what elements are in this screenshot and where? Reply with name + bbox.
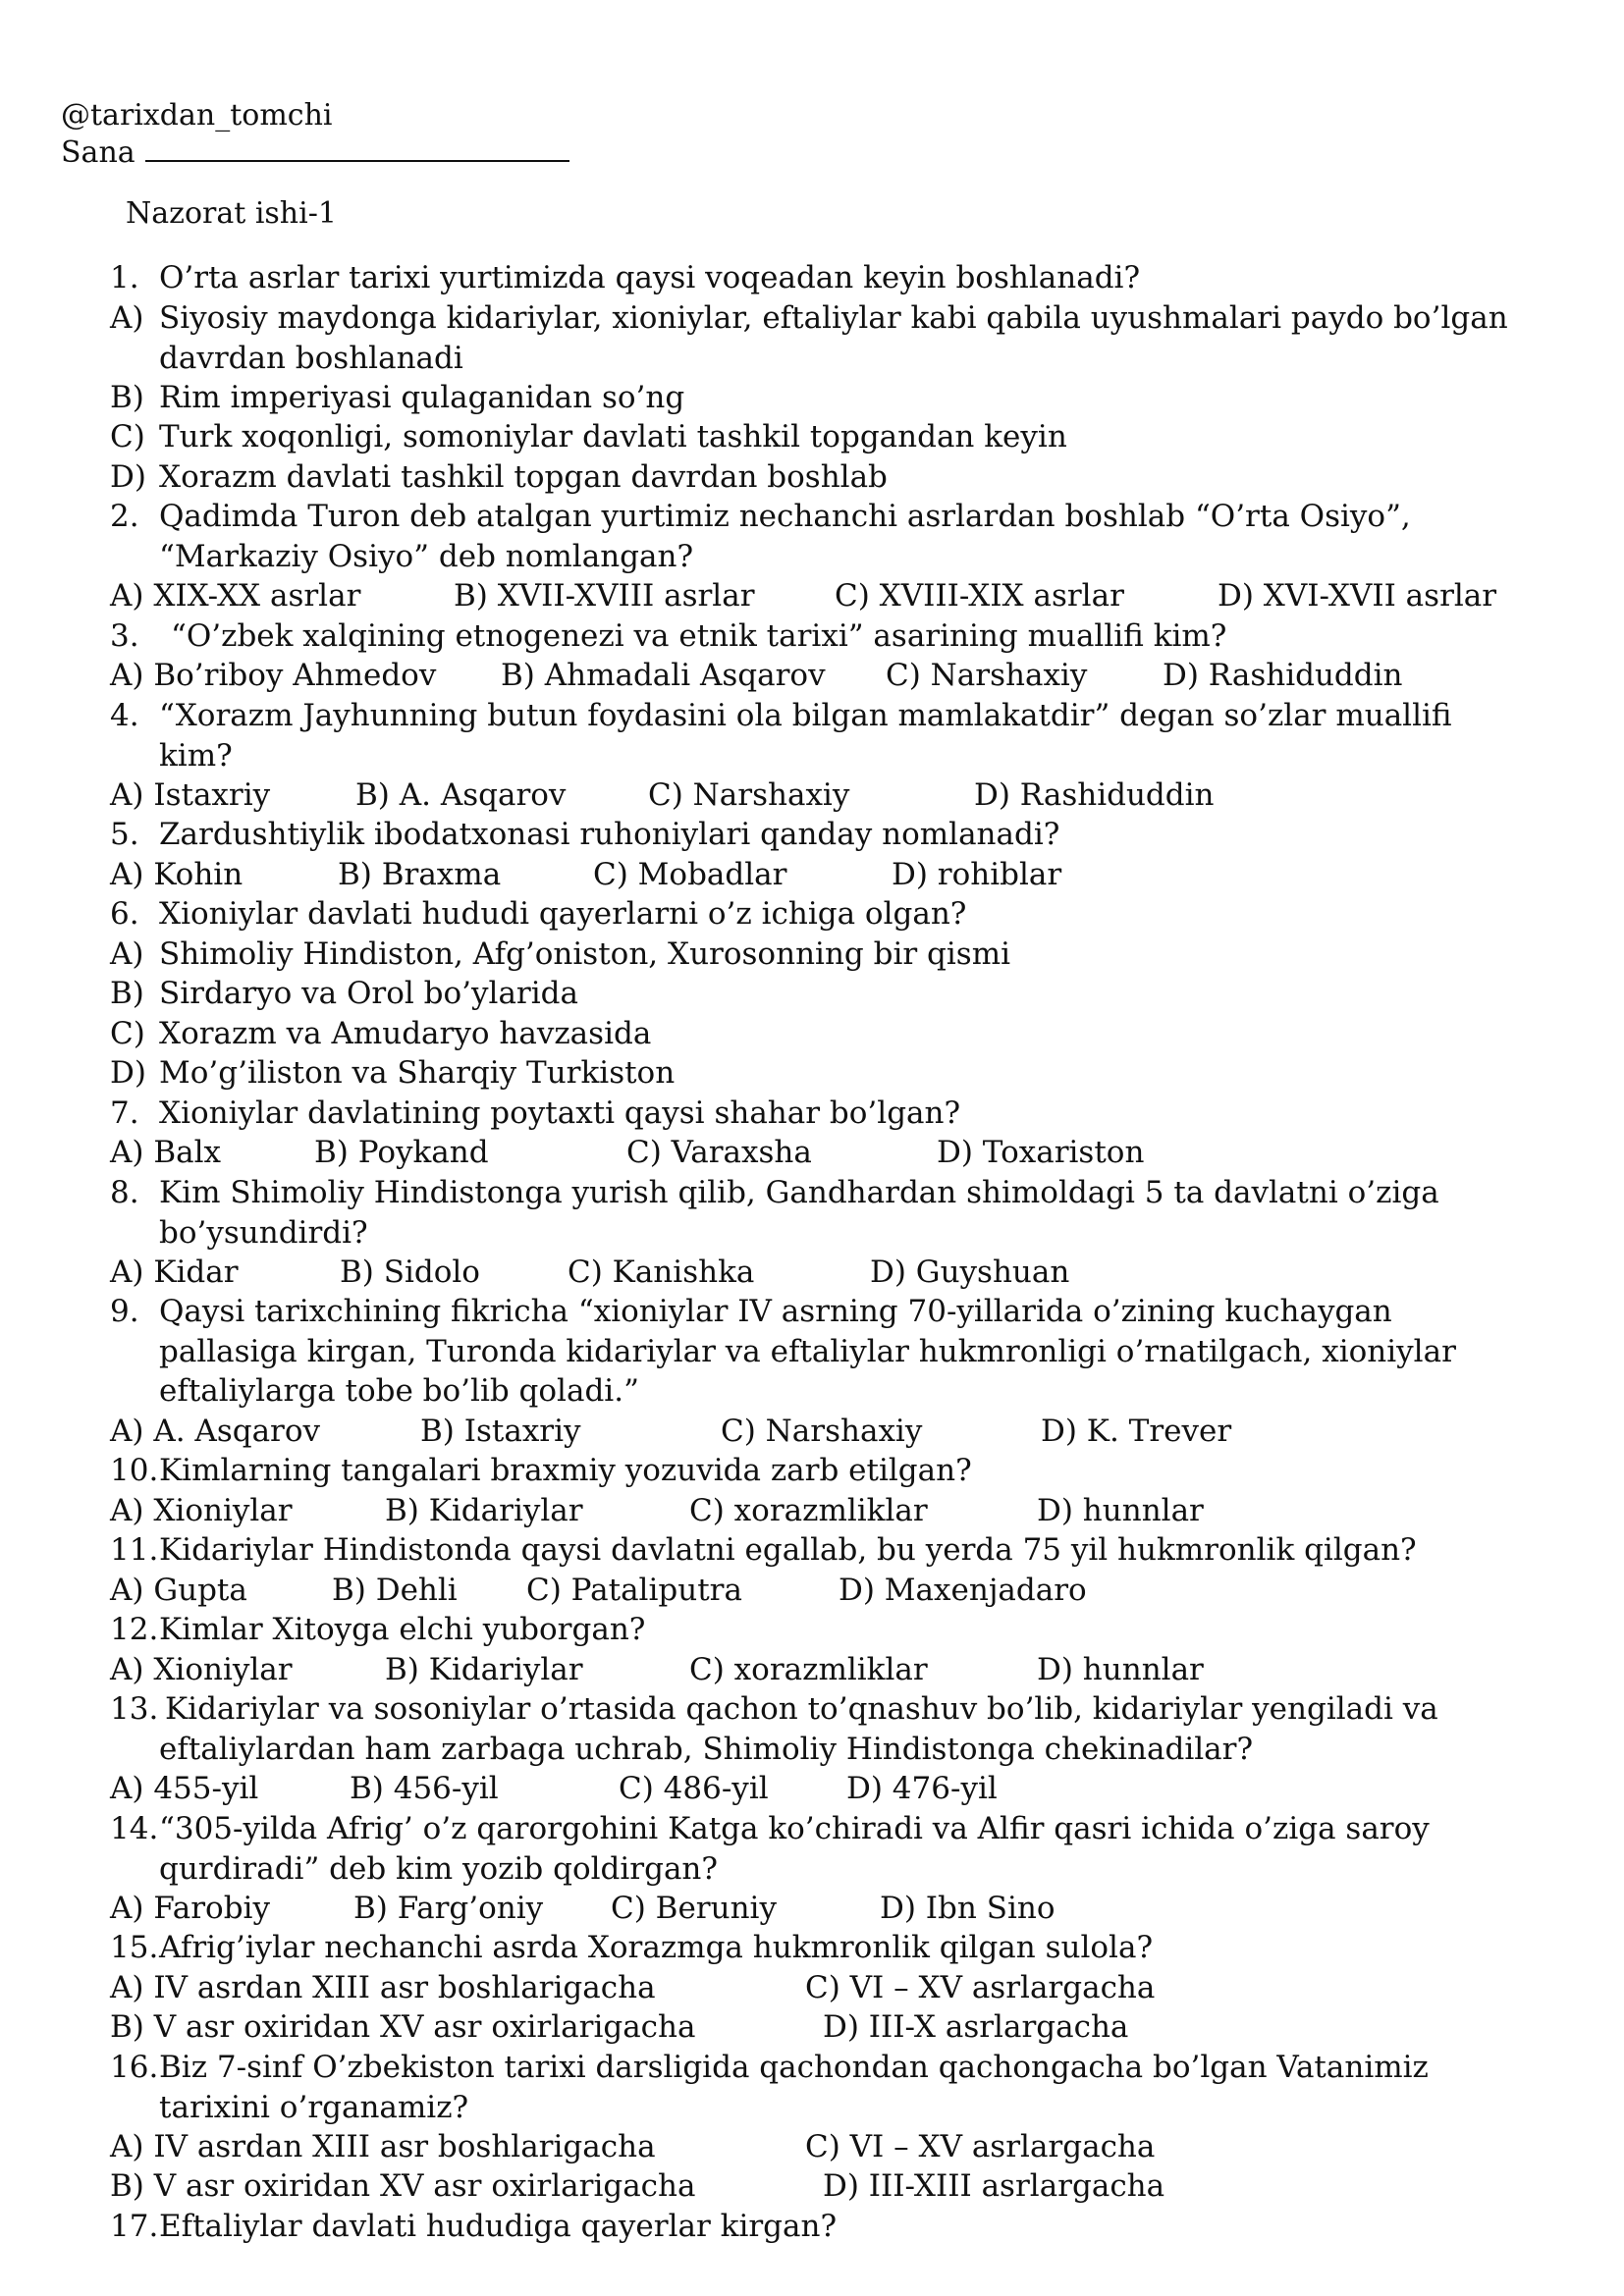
question-16 [110, 2048, 1524, 2127]
question-10 [110, 1451, 1524, 1491]
option-a[interactable]: A) Bo’riboy Ahmedov [110, 658, 437, 693]
option-letter: C) [110, 1016, 145, 1051]
option-6-c[interactable] [110, 1014, 1524, 1054]
option-letter: A) [110, 936, 144, 972]
question-1 [110, 258, 1524, 298]
option-a[interactable]: A) Istaxriy [110, 777, 271, 813]
option-1-c[interactable] [110, 417, 1524, 457]
option-a[interactable]: A) 455-yil [110, 1771, 259, 1806]
option-d[interactable]: D) K. Trever [1041, 1414, 1232, 1449]
question-number: 6. [110, 896, 139, 932]
question-text: “Xorazm Jayhunning butun foydasini ola bilgan mamlakatdir” degan so’zlar muallifi kim? [159, 698, 1452, 774]
question-number: 5. [110, 817, 139, 852]
question-12 [110, 1610, 1524, 1650]
option-c[interactable]: C) Narshaxiy [886, 658, 1088, 693]
question-6 [110, 894, 1524, 934]
option-d[interactable]: D) Toxariston [937, 1135, 1145, 1170]
option-letter: D) [110, 459, 146, 495]
option-text: Turk xoqonligi, somoniylar davlati tashkil topgandan keyin [159, 419, 1067, 454]
option-d[interactable]: D) Rashiduddin [1163, 658, 1403, 693]
question-number: 9. [110, 1294, 139, 1329]
option-a[interactable]: A) Kohin [110, 857, 244, 892]
option-a[interactable]: A) Xioniylar [110, 1493, 293, 1528]
option-text: Rim imperiyasi qulaganidan so’ng [159, 380, 685, 415]
option-d[interactable]: D) III-XIII asrlargacha [823, 2168, 1165, 2204]
option-b[interactable]: B) 456-yil [350, 1771, 499, 1806]
option-b[interactable]: B) Kidariylar [385, 1652, 583, 1687]
option-b[interactable]: B) A. Asqarov [355, 777, 567, 813]
option-letter: A) [110, 300, 144, 336]
question-number: 8. [110, 1175, 139, 1210]
option-a[interactable]: A) Xioniylar [110, 1652, 293, 1687]
option-b[interactable]: B) XVII-XVIII asrlar [454, 578, 755, 614]
option-c[interactable]: C) xorazmliklar [689, 1652, 928, 1687]
question-15 [110, 1928, 1524, 1968]
option-text: Shimoliy Hindiston, Afg’oniston, Xurosonning bir qismi [159, 936, 1011, 972]
question-text: Kidariylar va sosoniylar o’rtasida qachon to’qnashuv bo’lib, kidariylar yengiladi va eftaliylardan ham zarbaga uchrab, Shimoliy Hindistonga chekinadilar? [159, 1691, 1438, 1767]
question-text: O’rta asrlar tarixi yurtimizda qaysi voqeadan keyin boshlanadi? [159, 260, 1141, 295]
option-d[interactable]: D) Maxenjadaro [839, 1573, 1087, 1608]
question-text: Biz 7-sinf O’zbekiston tarixi darsligida qachondan qachongacha bo’lgan Vatanimiz tarixini o’rganamiz? [159, 2050, 1429, 2125]
question-text: Qadimda Turon deb atalgan yurtimiz nechanchi asrlardan boshlab “O’rta Osiyo”, “Markaziy Osiyo” deb nomlangan? [159, 499, 1411, 574]
question-9 [110, 1292, 1524, 1412]
option-c[interactable]: C) XVIII-XIX asrlar [835, 578, 1124, 614]
options-row-11 [110, 1571, 1524, 1611]
option-c[interactable]: C) xorazmliklar [689, 1493, 928, 1528]
option-letter: C) [110, 419, 145, 454]
option-b[interactable]: B) Braxma [338, 857, 502, 892]
option-c[interactable]: C) Beruniy [611, 1891, 777, 1926]
question-text: Zardushtiylik ibodatxonasi ruhoniylari qanday nomlanadi? [159, 817, 1060, 852]
options-row-4 [110, 775, 1524, 816]
question-3 [110, 616, 1524, 657]
options-row-15b [110, 2007, 1524, 2048]
channel-handle: @tarixdan_tomchi [61, 98, 333, 133]
option-text: Xorazm davlati tashkil topgan davrdan boshlab [159, 459, 888, 495]
option-a[interactable]: A) Gupta [110, 1573, 247, 1608]
option-1-b[interactable] [110, 378, 1524, 418]
question-number: 7. [110, 1095, 139, 1131]
option-a[interactable]: A) Kidar [110, 1255, 239, 1290]
question-number: 14. [110, 1811, 159, 1846]
question-number: 15. [110, 1930, 159, 1965]
option-d[interactable]: D) rohiblar [892, 857, 1062, 892]
option-a[interactable]: A) IV asrdan XIII asr boshlarigacha [110, 1970, 656, 2005]
question-7 [110, 1094, 1524, 1134]
option-d[interactable]: D) III-X asrlargacha [823, 2009, 1129, 2045]
options-row-7 [110, 1133, 1524, 1173]
date-row [61, 133, 569, 173]
options-row-16b [110, 2166, 1524, 2207]
page-title: Nazorat ishi-1 [126, 196, 337, 231]
option-d[interactable]: D) Rashiduddin [974, 777, 1215, 813]
option-letter: B) [110, 976, 144, 1011]
option-b[interactable]: B) Sidolo [340, 1255, 480, 1290]
option-d[interactable]: D) Guyshuan [870, 1255, 1070, 1290]
option-b[interactable]: B) V asr oxiridan XV asr oxirlarigacha [110, 2168, 696, 2204]
question-number: 12. [110, 1612, 159, 1647]
question-5 [110, 815, 1524, 855]
option-b[interactable]: B) Farg’oniy [353, 1891, 544, 1926]
option-a[interactable]: A) A. Asqarov [110, 1414, 321, 1449]
date-blank-line[interactable] [145, 134, 569, 162]
option-c[interactable]: C) Narshaxiy [648, 777, 850, 813]
question-text: Kim Shimoliy Hindistonga yurish qilib, Gandhardan shimoldagi 5 ta davlatni o’ziga bo’ysundirdi? [159, 1175, 1439, 1251]
options-row-16a [110, 2127, 1524, 2167]
question-text: “305-yilda Afrig’ o’z qarorgohini Katga ko’chiradi va Alfir qasri ichida o’ziga saroy qurdiradi” deb kim yozib qoldirgan? [159, 1811, 1430, 1887]
question-text: Kimlarning tangalari braxmiy yozuvida zarb etilgan? [159, 1453, 972, 1488]
option-6-a[interactable] [110, 934, 1524, 975]
option-a[interactable]: A) Farobiy [110, 1891, 270, 1926]
question-14 [110, 1809, 1524, 1889]
option-b[interactable]: B) Dehli [332, 1573, 458, 1608]
question-number: 2. [110, 499, 139, 534]
option-text: Siyosiy maydonga kidariylar, xioniylar, eftaliylar kabi qabila uyushmalari paydo bo’lgan davrdan boshlanadi [159, 300, 1508, 376]
option-c[interactable]: C) Varaxsha [626, 1135, 812, 1170]
question-2 [110, 497, 1524, 576]
option-c[interactable]: C) Pataliputra [526, 1573, 742, 1608]
option-a[interactable]: A) IV asrdan XIII asr boshlarigacha [110, 2129, 656, 2164]
option-text: Sirdaryo va Orol bo’ylarida [159, 976, 578, 1011]
option-c[interactable]: C) VI – XV asrlargacha [805, 2129, 1156, 2164]
option-c[interactable]: C) Mobadlar [593, 857, 787, 892]
option-b[interactable]: B) Ahmadali Asqarov [501, 658, 826, 693]
question-number: 3. [110, 618, 139, 654]
date-label: Sana [61, 135, 135, 170]
question-number: 10. [110, 1453, 159, 1488]
options-row-5 [110, 855, 1524, 895]
options-row-13 [110, 1769, 1524, 1809]
question-text: Xioniylar davlatining poytaxti qaysi shahar bo’lgan? [159, 1095, 961, 1131]
options-row-8 [110, 1253, 1524, 1293]
option-c[interactable]: C) Narshaxiy [721, 1414, 923, 1449]
question-text: Afrig’iylar nechanchi asrda Xorazmga hukmronlik qilgan sulola? [159, 1930, 1154, 1965]
question-text: “O’zbek xalqining etnogenezi va etnik tarixi” asarining muallifi kim? [171, 618, 1227, 654]
option-b[interactable]: B) Kidariylar [385, 1493, 583, 1528]
question-13 [110, 1689, 1524, 1769]
option-1-a[interactable] [110, 298, 1524, 378]
option-d[interactable]: D) XVI-XVII asrlar [1218, 578, 1497, 614]
options-row-3 [110, 656, 1524, 696]
question-text: Kimlar Xitoyga elchi yuborgan? [159, 1612, 646, 1647]
option-c[interactable]: C) Kanishka [568, 1255, 755, 1290]
question-number: 4. [110, 698, 139, 733]
option-b[interactable]: B) Istaxriy [420, 1414, 581, 1449]
options-row-12 [110, 1650, 1524, 1690]
question-text: Kidariylar Hindistonda qaysi davlatni egallab, bu yerda 75 yil hukmronlik qilgan? [159, 1532, 1417, 1568]
question-text: Eftaliylar davlati hududiga qayerlar kirgan? [159, 2209, 838, 2244]
option-a[interactable]: A) XIX-XX asrlar [110, 578, 361, 614]
option-b[interactable]: B) Poykand [314, 1135, 489, 1170]
question-8 [110, 1173, 1524, 1253]
option-d[interactable]: D) Ibn Sino [880, 1891, 1056, 1926]
question-4 [110, 696, 1524, 775]
option-letter: B) [110, 380, 144, 415]
option-letter: D) [110, 1055, 146, 1091]
option-c[interactable]: C) VI – XV asrlargacha [805, 1970, 1156, 2005]
option-1-d[interactable] [110, 457, 1524, 498]
option-text: Xorazm va Amudaryo havzasida [159, 1016, 652, 1051]
option-a[interactable]: A) Balx [110, 1135, 221, 1170]
options-row-15a [110, 1968, 1524, 2008]
option-d[interactable]: D) hunnlar [1037, 1493, 1204, 1528]
option-c[interactable]: C) 486-yil [619, 1771, 769, 1806]
options-row-14 [110, 1889, 1524, 1929]
question-11 [110, 1530, 1524, 1571]
question-number: 17. [110, 2209, 159, 2244]
options-row-2 [110, 576, 1524, 616]
question-number: 1. [110, 260, 139, 295]
option-d[interactable]: D) hunnlar [1037, 1652, 1204, 1687]
option-d[interactable]: D) 476-yil [846, 1771, 998, 1806]
question-number: 11. [110, 1532, 159, 1568]
option-b[interactable]: B) V asr oxiridan XV asr oxirlarigacha [110, 2009, 696, 2045]
question-17 [110, 2207, 1524, 2247]
question-number: 16. [110, 2050, 159, 2085]
option-6-d[interactable] [110, 1053, 1524, 1094]
option-6-b[interactable] [110, 974, 1524, 1014]
options-row-9 [110, 1412, 1524, 1452]
options-row-10 [110, 1491, 1524, 1531]
question-number: 13. [110, 1691, 159, 1727]
question-text: Xioniylar davlati hududi qayerlarni o’z ichiga olgan? [159, 896, 967, 932]
option-text: Mo’g’iliston va Sharqiy Turkiston [159, 1055, 676, 1091]
question-text: Qaysi tarixchining fikricha “xioniylar IV asrning 70-yillarida o’zining kuchaygan pallasiga kirgan, Turonda kidariylar va eftaliylar hukmronligi o’rnatilgach, xioniylar eftaliylarga tobe bo’lib qoladi.” [159, 1294, 1456, 1409]
